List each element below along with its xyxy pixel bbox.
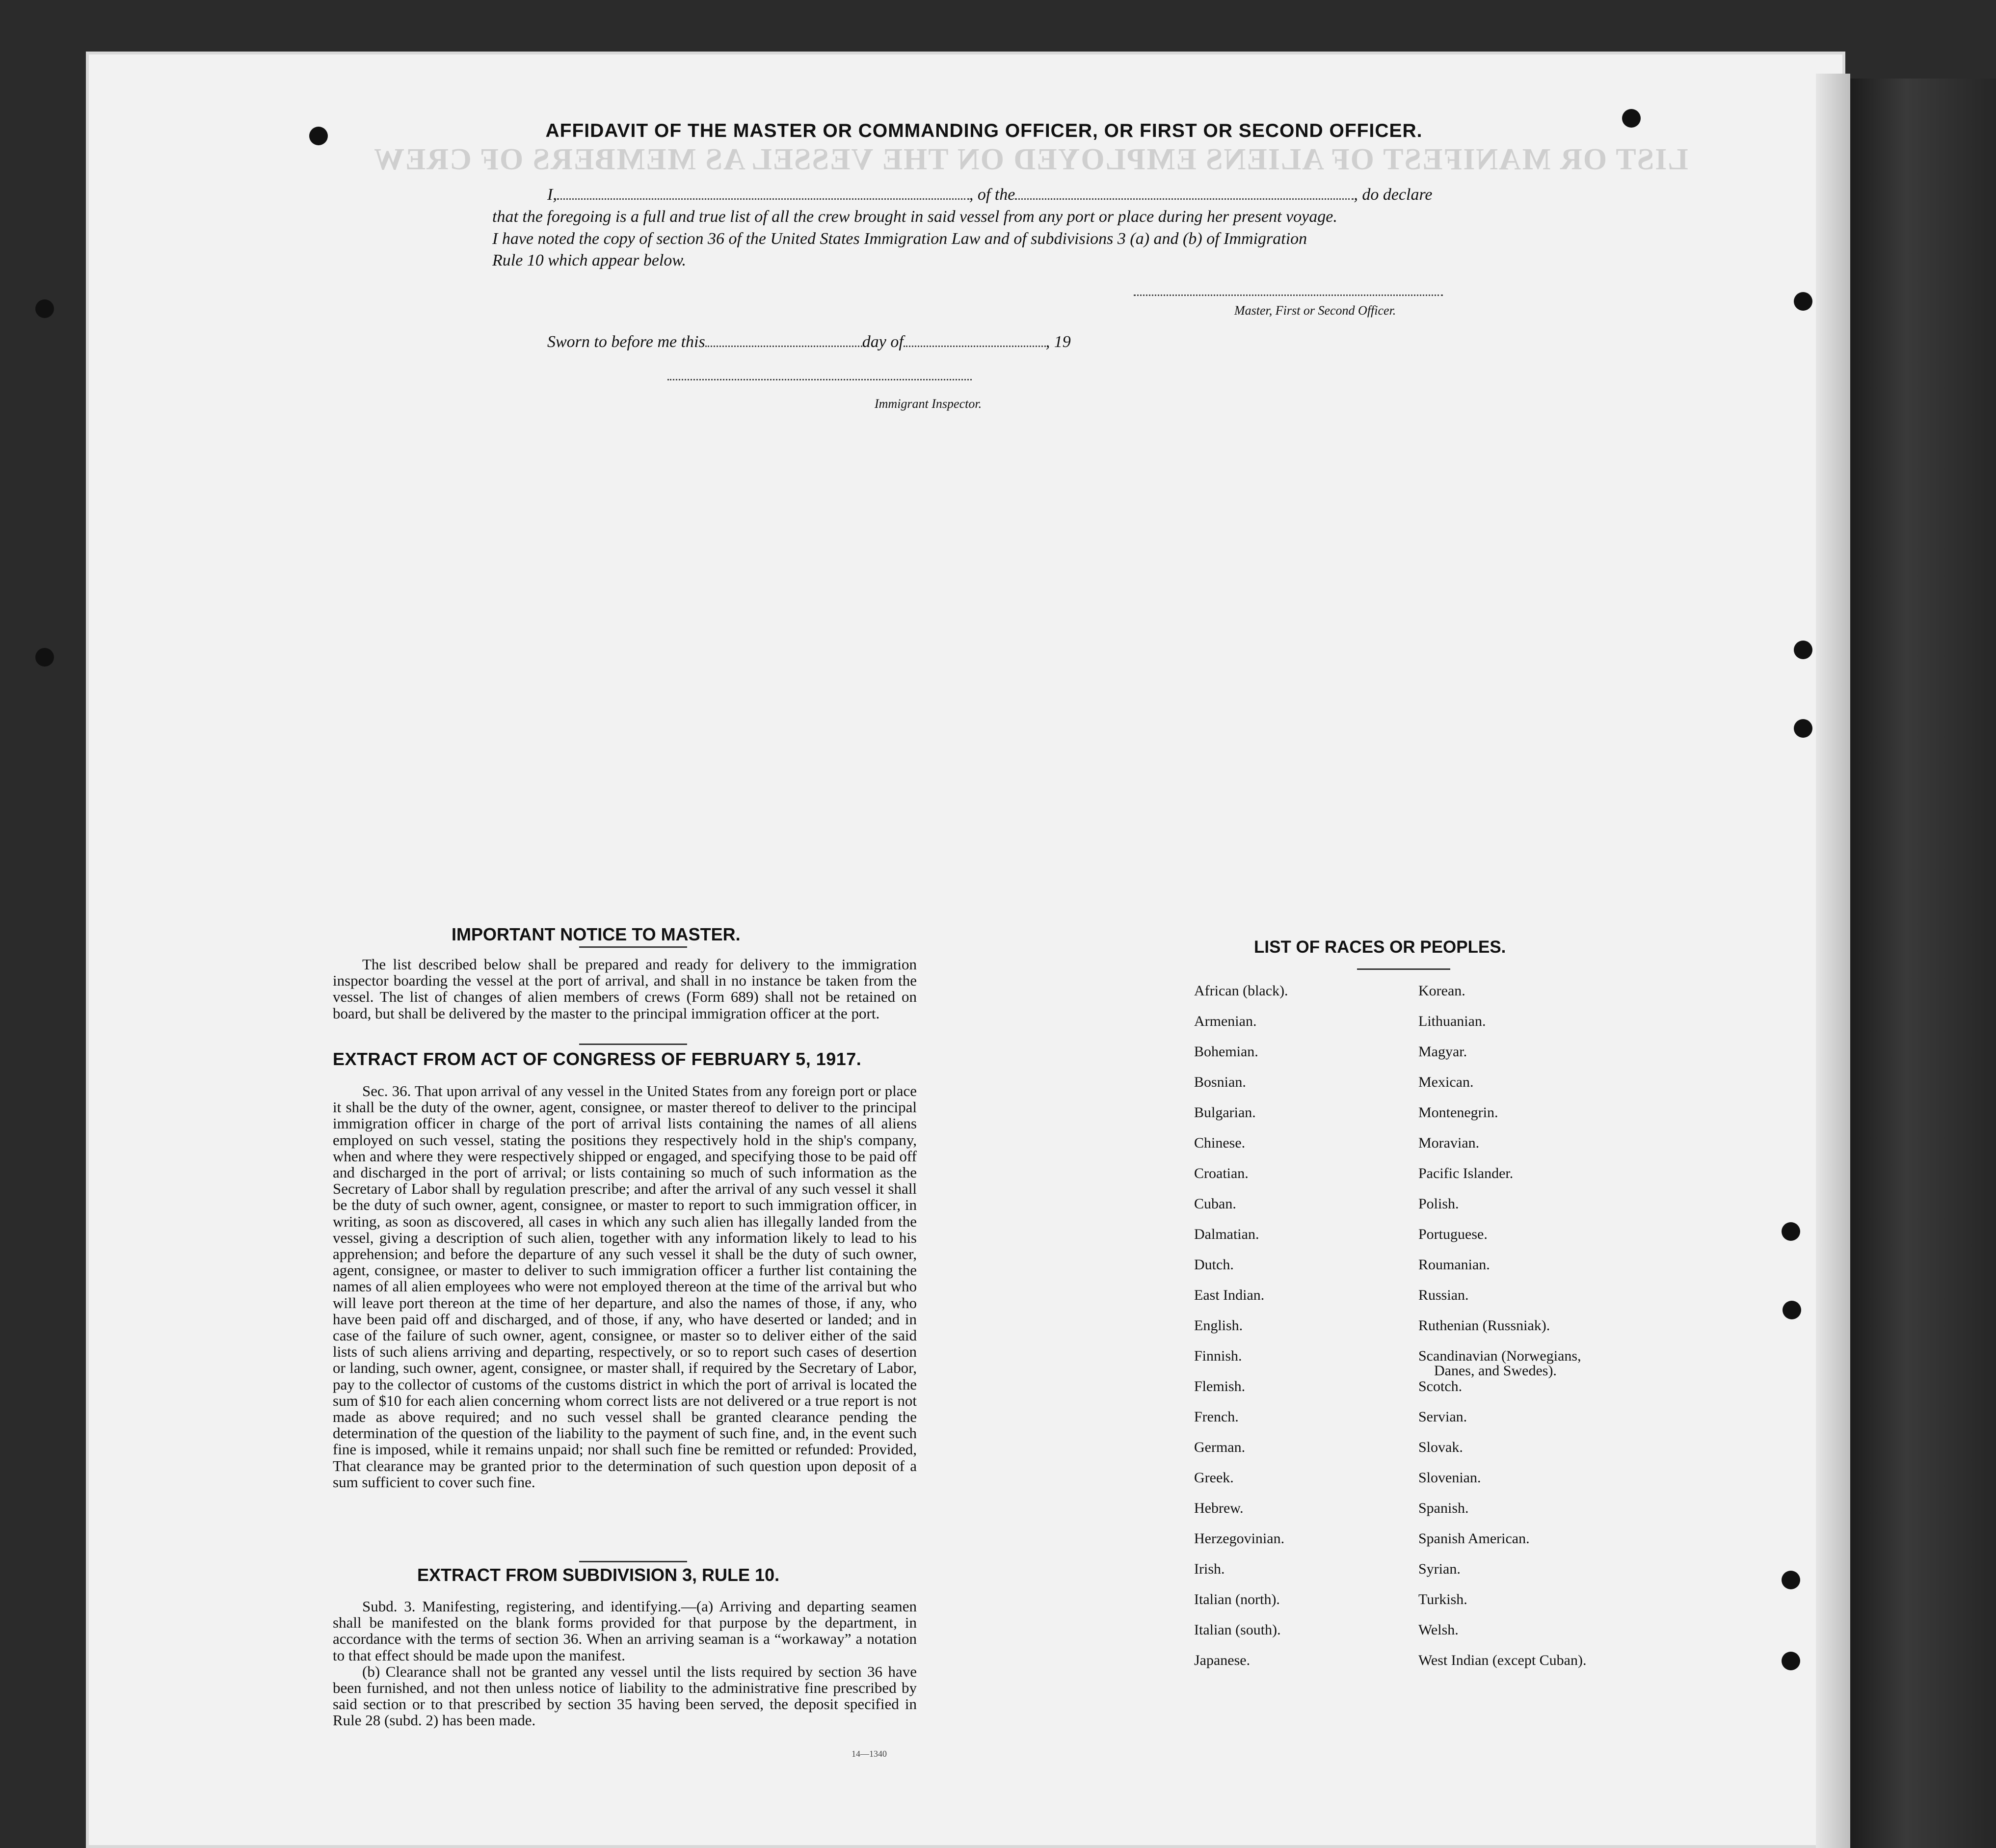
race-item: West Indian (except Cuban). [1418, 1652, 1587, 1668]
sworn-day-of: day of [862, 333, 904, 351]
inspector-signature-label: Immigrant Inspector. [875, 397, 982, 411]
divider [1357, 968, 1450, 970]
divider [579, 1561, 687, 1562]
race-item: Bohemian. [1194, 1044, 1258, 1060]
punch-hole [35, 648, 54, 667]
notice-paragraph: The list described below shall be prepared and ready for delivery to the immigration inspector boarding the vessel at the port of arrival, and shall in no instance be taken from the vessel. The list of changes of alien members of crews (Form 689) shall not be retained on board, but shall be delivered by the master to the principal immigration officer at the port. [333, 956, 917, 1022]
race-item: Irish. [1194, 1561, 1225, 1577]
race-item: Slovak. [1418, 1439, 1463, 1455]
race-item: Magyar. [1418, 1044, 1467, 1060]
divider [579, 1044, 687, 1045]
affidavit-of-the: , of the [969, 186, 1015, 204]
sworn-day-blank[interactable] [705, 333, 862, 347]
bleed-through-text: LIST OR MANIFEST OF ALIENS EMPLOYED ON THE VESSEL AS MEMBERS OF CREW [373, 143, 1688, 176]
punch-hole [1622, 109, 1641, 128]
race-item: Bulgarian. [1194, 1104, 1256, 1121]
page-edge [1816, 74, 1850, 1848]
race-item: German. [1194, 1439, 1246, 1455]
name-blank[interactable] [557, 186, 969, 200]
race-item: Italian (north). [1194, 1591, 1280, 1607]
race-item: Welsh. [1418, 1622, 1459, 1638]
race-item: Spanish American. [1418, 1530, 1530, 1547]
race-item [1418, 1349, 1586, 1379]
form-number: 14—1340 [852, 1749, 887, 1759]
punch-hole [1782, 1222, 1800, 1241]
punch-hole [1782, 1652, 1800, 1670]
punch-hole [1783, 1301, 1801, 1319]
race-item: Ruthenian (Russniak). [1418, 1317, 1550, 1334]
scan-background [1845, 79, 1996, 1848]
act-extract-title: EXTRACT FROM ACT OF CONGRESS OF FEBRUARY 5, 1917. [333, 1049, 862, 1069]
rule-para-b: (b) Clearance shall not be granted any vessel until the lists required by section 36 have been furnished, and not then unless notice of liability to the administrative fine prescribed by said section or to that prescribed by section 35 having been served, the deposit specified in Rule 28 (subd. 2) has been made. [333, 1662, 917, 1729]
affidavit-title: AFFIDAVIT OF THE MASTER OR COMMANDING OFFICER, OR FIRST OR SECOND OFFICER. [545, 120, 1423, 141]
races-column-2 [1418, 984, 1586, 1684]
punch-hole [309, 127, 328, 145]
race-item: African (black). [1194, 983, 1288, 999]
race-item: Roumanian. [1418, 1257, 1490, 1273]
punch-hole [1794, 641, 1812, 659]
rule-para-a: Subd. 3. Manifesting, registering, and identifying.—(a) Arriving and departing seamen shall be manifested on the blank forms provided for that purpose by the department, in accordance with the terms of section 36. When an arriving seaman is a “workaway” a notation to that effect should be made upon the manifest. [333, 1598, 917, 1664]
race-item: Flemish. [1194, 1378, 1246, 1394]
sworn-line [547, 333, 1071, 351]
race-item: Korean. [1418, 983, 1465, 999]
rule-extract-text [333, 1598, 917, 1729]
race-item: Finnish. [1194, 1348, 1242, 1364]
affidavit-i: I, [547, 186, 557, 204]
race-item-text: Scandinavian (Norwegians, [1418, 1348, 1581, 1364]
race-item: Slovenian. [1418, 1470, 1481, 1486]
race-item: Syrian. [1418, 1561, 1461, 1577]
punch-hole [35, 299, 54, 318]
race-item: Polish. [1418, 1196, 1459, 1212]
race-item: Greek. [1194, 1470, 1234, 1486]
race-item: Russian. [1418, 1287, 1469, 1303]
race-item: Bosnian. [1194, 1074, 1246, 1090]
race-item: Cuban. [1194, 1196, 1236, 1212]
race-item: Italian (south). [1194, 1622, 1281, 1638]
race-item: Servian. [1418, 1409, 1467, 1425]
sworn-year: , 19 [1045, 333, 1071, 351]
race-item: Portuguese. [1418, 1226, 1488, 1242]
affidavit-line-2: that the foregoing is a full and true list of all the crew brought in said vessel from any port or place during her present voyage. [492, 208, 1337, 226]
race-item-continuation: Danes, and Swedes). [1434, 1363, 1557, 1379]
race-item: Hebrew. [1194, 1500, 1244, 1516]
race-item: Mexican. [1418, 1074, 1474, 1090]
punch-hole [1794, 292, 1812, 311]
notice-text [333, 956, 917, 1021]
rule-extract-title: EXTRACT FROM SUBDIVISION 3, RULE 10. [417, 1565, 780, 1585]
race-item: Turkish. [1418, 1591, 1467, 1607]
race-item: Lithuanian. [1418, 1013, 1486, 1029]
divider [579, 946, 687, 948]
vessel-blank[interactable] [1015, 186, 1354, 200]
race-item: Spanish. [1418, 1500, 1469, 1516]
act-section-36: Sec. 36. That upon arrival of any vessel in the United States from any foreign port or place it shall be the duty of the owner, agent, consignee, or master thereof to deliver to the principal immigration officer in charge of the port of arrival lists containing the names of all aliens employed on such vessel, stating the positions they respectively hold in the ship's company, when and where they were respectively shipped or engaged, and specifying those to be paid off and discharged in the port of arrival; or lists containing so much of such information as the Secretary of Labor shall by regulation prescribe; and after the arrival of any such vessel it shall be the duty of such owner, agent, consignee, or master to report to such immigration officer, in writing, as soon as discovered, all cases in which any such alien has illegally landed from the vessel, giving a description of such alien, together with any information likely to lead to his apprehension; and before the departure of any such vessel it shall be the duty of such owner, agent, consignee, or master to deliver to such immigration officer a further list containing the names of all alien employees who were not employed thereon at the time of the arrival but who will leave port thereon at the time of her departure, and also the names of those, if any, who have been paid off and discharged, and of those, if any, who have deserted or landed; and in case of the failure of such owner, agent, consignee, or master so to deliver either of the said lists of such aliens arriving and departing, respectively, or so to report such cases of desertion or landing, such owner, agent, consignee, or master shall, if required by the Secretary of Labor, pay to the collector of customs of the customs district in which the port of arrival is located the sum of $10 for each alien concerning whom correct lists are not delivered or a true report is not made as above required; and no such vessel shall be granted clearance pending the determination of the question of the liability to the payment of such fine, and, in the event such fine is imposed, while it remains unpaid; nor shall such fine be remitted or refunded: Provided, That clearance may be granted prior to the determination of such question upon deposit of a sum sufficient to cover such fine. [333, 1082, 917, 1491]
master-signature-label: Master, First or Second Officer. [1234, 303, 1396, 318]
race-item: Pacific Islander. [1418, 1165, 1514, 1181]
race-item: Herzegovinian. [1194, 1530, 1285, 1547]
race-item: Dutch. [1194, 1257, 1234, 1273]
race-item: Croatian. [1194, 1165, 1249, 1181]
race-item: Japanese. [1194, 1652, 1251, 1668]
races-title: LIST OF RACES OR PEOPLES. [1254, 937, 1506, 957]
race-item: English. [1194, 1317, 1243, 1334]
inspector-signature-line[interactable] [667, 379, 972, 380]
notice-title: IMPORTANT NOTICE TO MASTER. [452, 924, 741, 944]
master-signature-line[interactable] [1134, 295, 1443, 296]
act-extract-text [333, 1083, 917, 1490]
affidavit-line-4: Rule 10 which appear below. [492, 251, 687, 269]
races-column-1 [1194, 984, 1288, 1684]
race-item: Chinese. [1194, 1135, 1246, 1151]
punch-hole [1794, 719, 1812, 738]
race-item: Moravian. [1418, 1135, 1480, 1151]
race-item: Montenegrin. [1418, 1104, 1498, 1121]
race-item: French. [1194, 1409, 1239, 1425]
sworn-text: Sworn to before me this [547, 333, 705, 351]
sworn-month-blank[interactable] [904, 333, 1046, 347]
affidavit-line-1 [547, 186, 1433, 204]
affidavit-line-3: I have noted the copy of section 36 of the United States Immigration Law and of subdivisions 3 (a) and (b) of Immigration [492, 230, 1307, 248]
race-item: Scotch. [1418, 1378, 1463, 1394]
affidavit-do-declare: , do declare [1354, 186, 1433, 204]
punch-hole [1782, 1571, 1800, 1589]
race-item: Dalmatian. [1194, 1226, 1259, 1242]
race-item: Armenian. [1194, 1013, 1257, 1029]
race-item: East Indian. [1194, 1287, 1265, 1303]
